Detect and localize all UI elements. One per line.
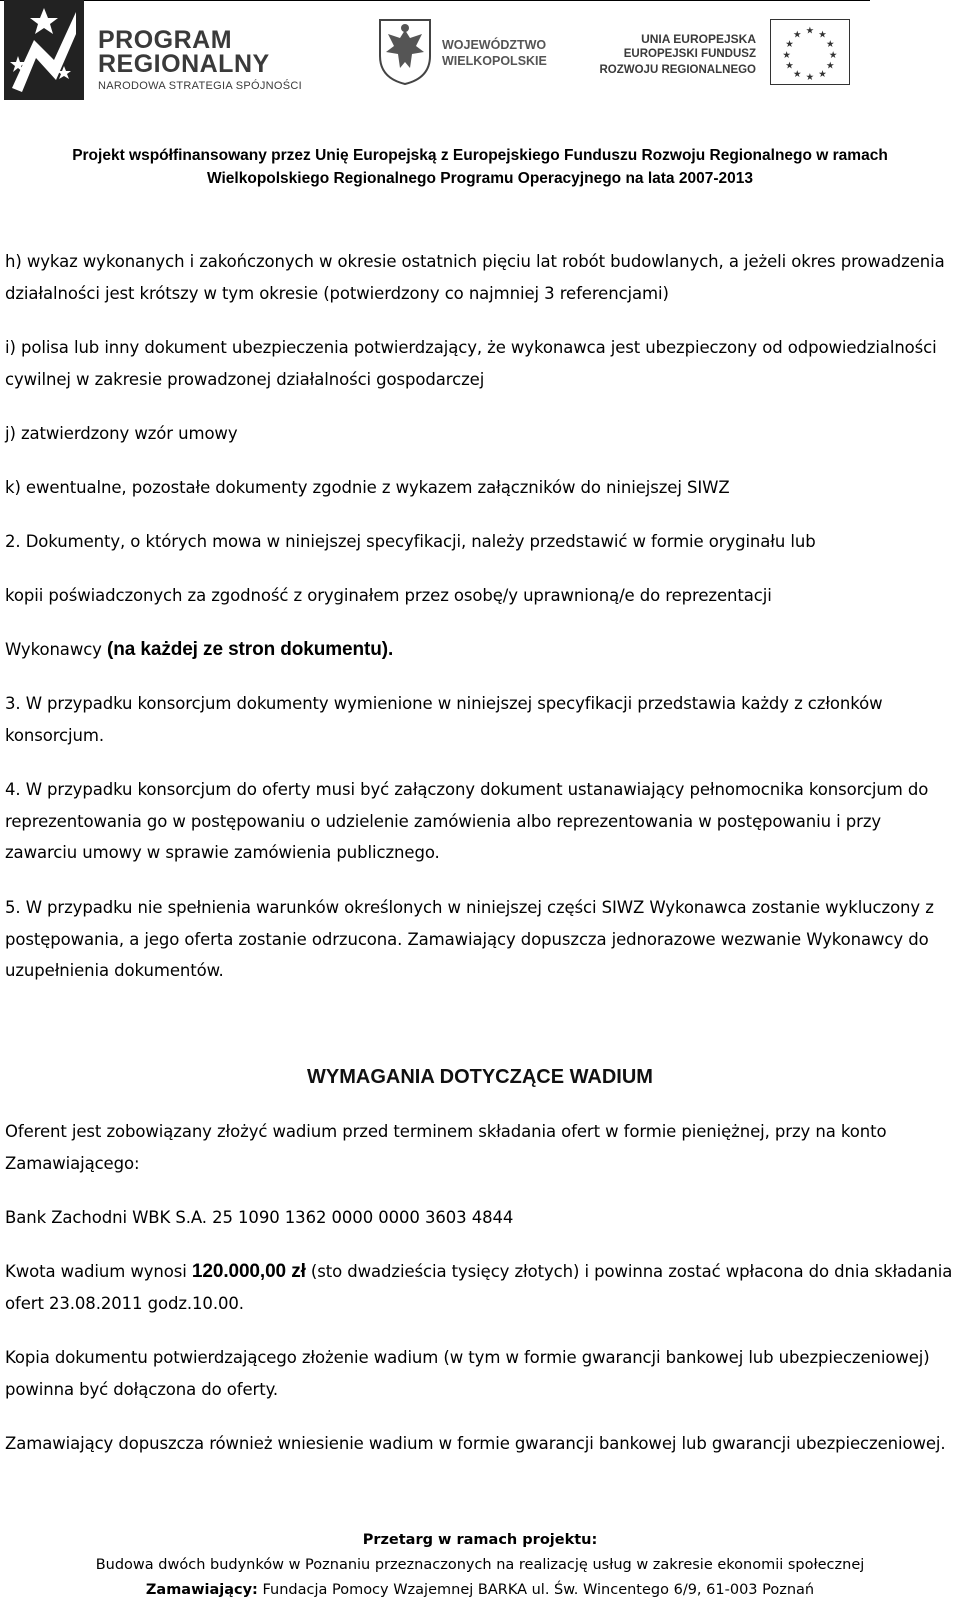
paragraph-3: 3. W przypadku konsorcjum dokumenty wymienione w niniejszej specyfikacji przedstawia każdy z członków konsorcjum.: [5, 694, 883, 745]
svg-text:★: ★: [828, 49, 838, 61]
wadium-amount-rest: (sto dwadzieścia tysięcy złotych) i powinna zostać wpłacona do dnia składania ofert 23.08.2011 godz.10.00.: [5, 1262, 953, 1313]
banner-line2: Wielkopolskiego Regionalnego Programu Operacyjnego na lata 2007-2013: [207, 170, 753, 187]
paragraph-5: 5. W przypadku nie spełnienia warunków określonych w niniejszej części SIWZ Wykonawca zostanie wykluczony z postępowania, a jego oferta zostanie odrzucona. Zamawiający dopuszcza jednorazowe wezwanie Wykonawcy do uzupełnienia dokumentów.: [5, 898, 934, 980]
eagle-crest-icon: [376, 16, 434, 86]
paragraph-2-line1: 2. Dokumenty, o których mowa w niniejszej specyfikacji, należy przedstawić w formie oryginału lub: [5, 532, 816, 551]
cofinancing-banner: [0, 144, 960, 190]
item-h: h) wykaz wykonanych i zakończonych w okresie ostatnich pięciu lat robót budowlanych, a jeżeli okres prowadzenia działalności jest krótszy w tym okresie (potwierdzony co najmniej 3 referencjami): [5, 252, 945, 303]
svg-text:★: ★: [818, 29, 827, 41]
eu-flag-icon: [770, 19, 850, 85]
wadium-paragraph-1: Oferent jest zobowiązany złożyć wadium przed terminem składania ofert w formie pieniężnej, przy na konto Zamawiającego:: [5, 1122, 887, 1173]
paragraph-4: 4. W przypadku konsorcjum do oferty musi być załączony dokument ustanawiający pełnomocnika konsorcjum do reprezentowania go w postępowaniu o udzielenie zamówienia albo reprezentowania w postępowaniu i przy zawarciu umowy w sprawie zamówienia publicznego.: [5, 780, 929, 862]
eu-logo-line1: UNIA EUROPEJSKA: [641, 32, 756, 46]
svg-text:★: ★: [826, 39, 835, 51]
svg-text:★: ★: [826, 60, 835, 72]
page-header: [0, 0, 960, 118]
wadium-amount-intro: Kwota wadium wynosi: [5, 1262, 192, 1281]
program-regionalny-mark-icon: [4, 0, 84, 100]
region-logo-line2: WIELKOPOLSKIE: [442, 54, 547, 68]
paragraph-2-line3: [5, 634, 955, 666]
svg-text:★: ★: [782, 49, 792, 61]
item-k: k) ewentualne, pozostałe dokumenty zgodnie z wykazem załączników do niniejszej SIWZ: [5, 478, 730, 497]
footer-client-label: Zamawiający:: [145, 1582, 258, 1598]
footer-line2: Budowa dwóch budynków w Poznaniu przeznaczonych na realizację usług w zakresie ekonomii społecznej: [95, 1557, 865, 1573]
footer-client-text: Fundacja Pomocy Wzajemnej BARKA ul. Św. Wincentego 6/9, 61-003 Poznań: [257, 1582, 815, 1598]
banner-line1: Projekt współfinansowany przez Unię Europejską z Europejskiego Funduszu Rozwoju Regionalnego w ramach: [72, 147, 888, 164]
bank-account: Bank Zachodni WBK S.A. 25 1090 1362 0000 0000 3603 4844: [5, 1208, 514, 1227]
svg-text:★: ★: [785, 60, 794, 72]
paragraph-2-line3-text: Wykonawcy: [5, 640, 107, 659]
program-logo-line2: REGIONALNY: [98, 50, 270, 78]
program-logo-line1: PROGRAM: [98, 26, 233, 54]
eu-logo: [600, 17, 868, 87]
wadium-paragraph-3: Kopia dokumentu potwierdzającego złożenie wadium (w tym w formie gwarancji bankowej lub ubezpieczeniowej) powinna być dołączona do oferty.: [5, 1348, 930, 1399]
eu-logo-line3: ROZWOJU REGIONALNEGO: [599, 64, 756, 76]
paragraph-2-emphasis: (na każdej ze stron dokumentu).: [107, 639, 394, 660]
region-logo-line1: WOJEWÓDZTWO: [442, 38, 547, 52]
paragraph-2-line2: kopii poświadczonych za zgodność z oryginałem przez osobę/y uprawnioną/e do reprezentacji: [5, 586, 772, 605]
item-j: j) zatwierdzony wzór umowy: [5, 424, 238, 443]
program-regionalny-logo: [4, 0, 324, 104]
page-footer: [0, 1528, 960, 1603]
wadium-amount-paragraph: [5, 1256, 955, 1319]
wadium-paragraph-4: Zamawiający dopuszcza również wniesienie wadium w formie gwarancji bankowej lub gwarancji ubezpieczeniowej.: [5, 1434, 946, 1453]
eu-logo-line2: EUROPEJSKI FUNDUSZ: [623, 48, 756, 60]
footer-line1: Przetarg w ramach projektu:: [362, 1532, 598, 1548]
svg-text:★: ★: [793, 69, 802, 81]
wadium-amount-value: 120.000,00 zł: [191, 1261, 306, 1282]
footer-line3: [0, 1578, 960, 1603]
program-logo-subtitle: NARODOWA STRATEGIA SPÓJNOŚCI: [98, 80, 302, 92]
svg-text:★: ★: [805, 72, 815, 84]
wielkopolska-logo: [376, 16, 576, 88]
svg-text:★: ★: [785, 39, 794, 51]
svg-text:★: ★: [818, 69, 827, 81]
svg-text:★: ★: [793, 29, 802, 41]
wadium-heading: WYMAGANIA DOTYCZĄCE WADIUM: [307, 1066, 653, 1088]
item-i: i) polisa lub inny dokument ubezpieczenia potwierdzający, że wykonawca jest ubezpieczony od odpowiedzialności cywilnej w zakresie prowadzonej działalności gospodarczej: [5, 338, 937, 389]
svg-text:★: ★: [805, 25, 815, 37]
